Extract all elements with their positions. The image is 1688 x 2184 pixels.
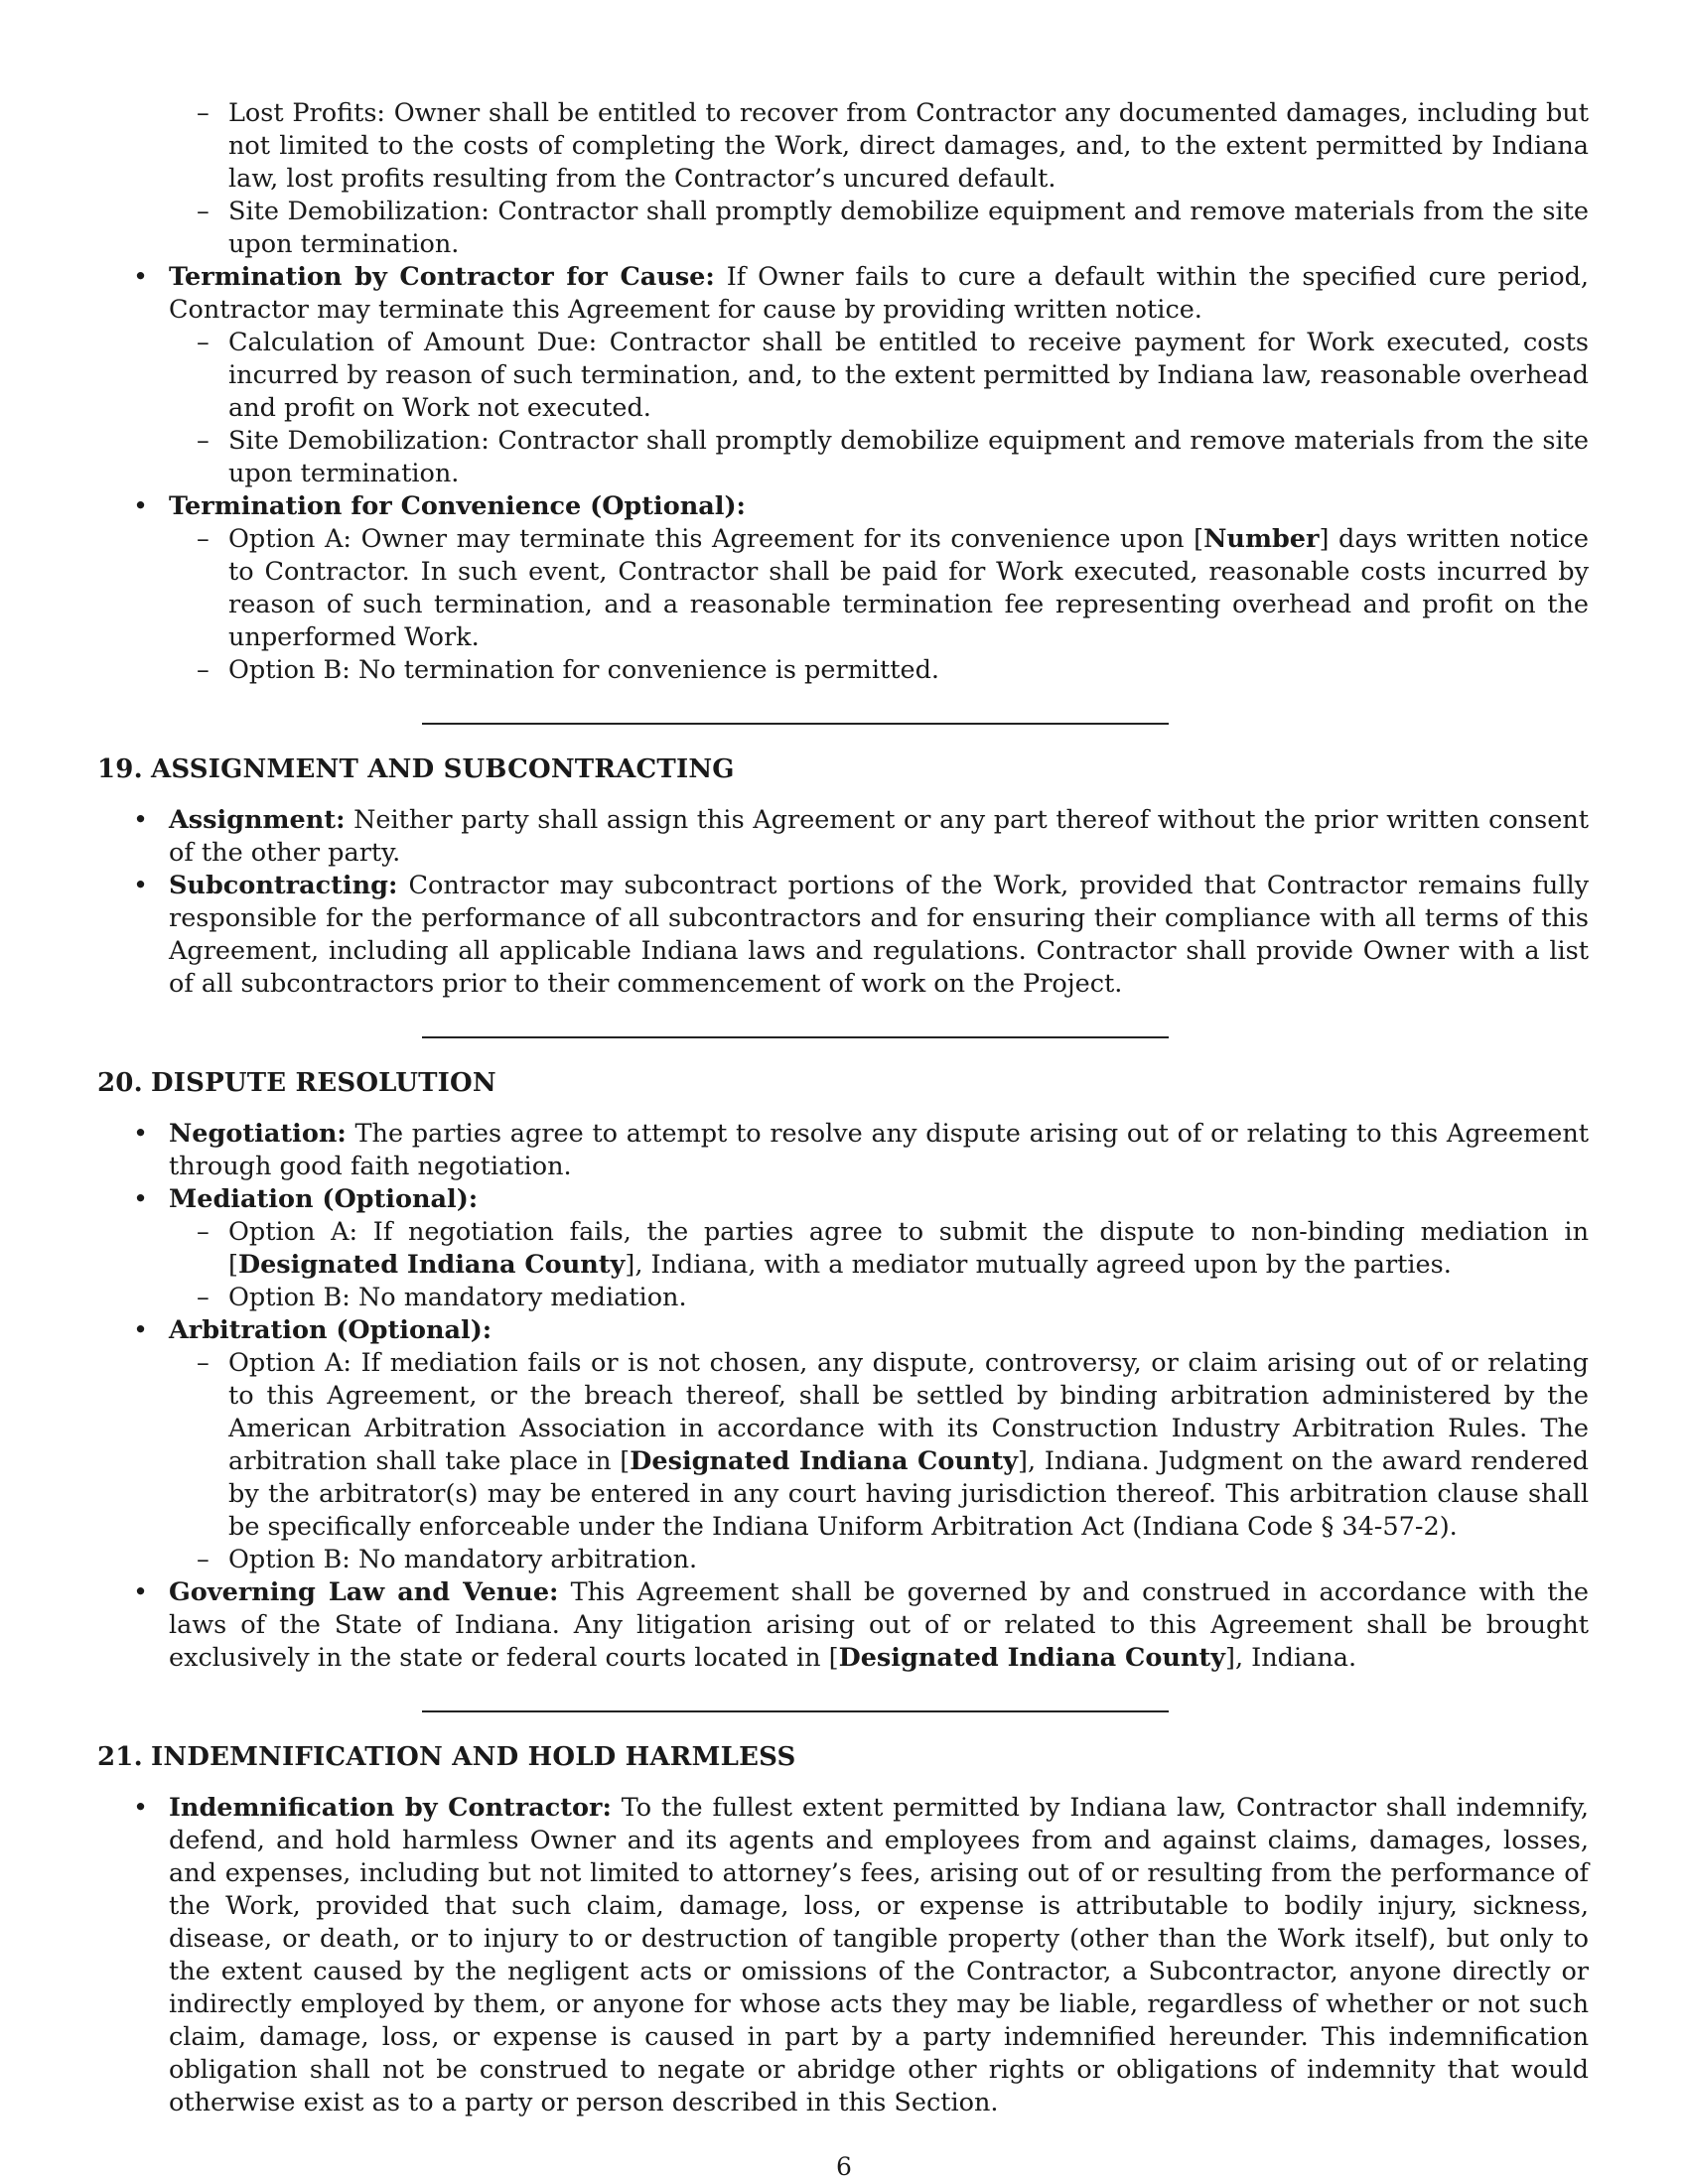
dash-bullet: –: [197, 1545, 210, 1574]
indemnification-text: To the fullest extent permitted by Indiana law, Contractor shall indemnify, defend, and hold harmless Owner and its agents and employees from and against claims, damages, losses, and expenses, including but not limited to attorney’s fees, arising out of or resulting from the performance of the Work, provided that such claim, damage, loss, or expense is attributable to bodily injury, sickness, disease, or death, or to injury to or destruction of tangible property (other than the Work itself), but only to the extent caused by the negligent acts or omissions of the Contractor, a Subcontractor, anyone directly or indirectly employed by them, or anyone for whose acts they may be liable, regardless of whether or not such claim, damage, loss, or expense is caused in part by a party indemnified hereunder. This indemnification obligation shall not be construed to negate or abridge other rights or obligations of indemnity that would otherwise exist as to a party or person described in this Section.: [169, 1793, 1589, 2117]
placeholder-number: Number: [1203, 524, 1320, 554]
bullet: •: [133, 1577, 149, 1607]
governing-law-text: This Agreement shall be governed by and construed in accordance with the laws of the State of Indiana. Any litigation arising out of or related to this Agreement shall be brought exclusively in the state or federal courts located in [: [169, 1577, 1589, 1673]
list-item: [97, 1282, 1589, 1314]
list-item: [97, 1314, 1589, 1576]
list-item: [97, 1576, 1589, 1675]
mediation-options: [97, 1216, 1589, 1314]
dash-bullet: –: [197, 1283, 210, 1312]
mediation-option-a: Option A: If negotiation fails, the parties agree to submit the dispute to non-binding mediation in [: [228, 1217, 1589, 1280]
list-item: [97, 327, 1589, 425]
dash-bullet: –: [197, 328, 210, 357]
dash-bullet: –: [197, 524, 210, 554]
section-number: 20.: [97, 1068, 143, 1098]
bullet: •: [133, 805, 149, 835]
list-item: [97, 654, 1589, 687]
arbitration-options: [97, 1347, 1589, 1576]
section-divider: [422, 723, 1169, 725]
mediation-option-b: Option B: No mandatory mediation.: [228, 1283, 687, 1312]
section-number: 19.: [97, 754, 143, 784]
dash-bullet: –: [197, 197, 210, 226]
termination-list: [97, 261, 1589, 687]
section-heading-20: [97, 1066, 1589, 1100]
page-content: [97, 97, 1589, 2119]
governing-law-text-cont: ], Indiana.: [1225, 1643, 1357, 1673]
arbitration-option-b: Option B: No mandatory arbitration.: [228, 1545, 698, 1574]
bullet: •: [133, 1119, 149, 1149]
site-demobilization-text: Site Demobilization: Contractor shall promptly demobilize equipment and remove materials from the site upon termination.: [228, 197, 1589, 259]
list-item: [97, 1792, 1589, 2119]
arbitration-option-a: Option A: If mediation fails or is not chosen, any dispute, controversy, or claim arising out of or relating to this Agreement, or the breach thereof, shall be settled by binding arbitration administered by the American Arbitration Association in accordance with its Construction Industry Arbitration Rules. The arbitration shall take place in [: [228, 1348, 1589, 1476]
section-divider: [422, 1036, 1169, 1038]
list-item: [97, 1183, 1589, 1314]
section-19-list: [97, 804, 1589, 1001]
placeholder-county: Designated Indiana County: [630, 1446, 1019, 1476]
bullet: •: [133, 1184, 149, 1214]
dash-bullet: –: [197, 655, 210, 685]
assignment-label: Assignment:: [169, 805, 346, 835]
list-item: [97, 1347, 1589, 1544]
term-contractor-subitems: [97, 327, 1589, 490]
placeholder-county: Designated Indiana County: [237, 1250, 626, 1280]
section-heading-19: [97, 752, 1589, 786]
section-number: 21.: [97, 1742, 143, 1772]
arbitration-option-a-cont: ], Indiana. Judgment on the award rendered by the arbitrator(s) may be entered in any court having jurisdiction thereof. This arbitration clause shall be specifically enforceable under the Indiana Uniform Arbitration Act (Indiana Code § 34-57-2).: [228, 1446, 1589, 1542]
bullet: •: [133, 871, 149, 900]
calculation-amount-text: Calculation of Amount Due: Contractor shall be entitled to receive payment for Work executed, costs incurred by reason of such termination, and, to the extent permitted by Indiana law, reasonable overhead and profit on Work not executed.: [228, 328, 1589, 423]
bullet: •: [133, 1793, 149, 1823]
section-heading-21: [97, 1740, 1589, 1774]
list-item: [97, 425, 1589, 490]
list-item: [97, 261, 1589, 490]
section-21-list: [97, 1792, 1589, 2119]
option-a-text-cont: ] days written notice to Contractor. In such event, Contractor shall be paid for Work executed, reasonable costs incurred by reason of such termination, and a reasonable termination fee representing overhead and profit on the unperformed Work.: [228, 524, 1589, 652]
section-20-list: [97, 1118, 1589, 1675]
term-convenience-subitems: [97, 523, 1589, 687]
list-item: [97, 804, 1589, 870]
bullet: •: [133, 262, 149, 292]
dash-bullet: –: [197, 1217, 210, 1247]
subcontracting-label: Subcontracting:: [169, 871, 398, 900]
section-divider: [422, 1710, 1169, 1712]
list-item: [97, 490, 1589, 687]
negotiation-label: Negotiation:: [169, 1119, 347, 1149]
section-title: DISPUTE RESOLUTION: [151, 1068, 496, 1098]
subcontracting-text: Contractor may subcontract portions of the Work, provided that Contractor remains fully responsible for the performance of all subcontractors and for ensuring their compliance with all terms of this Agreement, including all applicable Indiana laws and regulations. Contractor shall provide Owner with a list of all subcontractors prior to their commencement of work on the Project.: [169, 871, 1589, 999]
placeholder-county: Designated Indiana County: [838, 1643, 1226, 1673]
assignment-text: Neither party shall assign this Agreement or any part thereof without the prior written consent of the other party.: [169, 805, 1589, 868]
bullet: •: [133, 491, 149, 521]
lost-profits-text: Lost Profits: Owner shall be entitled to recover from Contractor any documented damages, including but not limited to the costs of completing the Work, direct damages, and, to the extent permitted by Indiana law, lost profits resulting from the Contractor’s uncured default.: [228, 98, 1589, 194]
list-item: [97, 870, 1589, 1001]
bullet: •: [133, 1315, 149, 1345]
list-item: [97, 97, 1589, 196]
mediation-label: Mediation (Optional):: [169, 1184, 479, 1214]
list-item: [97, 1118, 1589, 1183]
list-item: [97, 1544, 1589, 1576]
section-title: INDEMNIFICATION AND HOLD HARMLESS: [151, 1742, 796, 1772]
governing-law-label: Governing Law and Venue:: [169, 1577, 559, 1607]
list-item: [97, 196, 1589, 261]
indemnification-label: Indemnification by Contractor:: [169, 1793, 612, 1823]
dash-bullet: –: [197, 98, 210, 128]
page-number: 6: [836, 2152, 852, 2181]
term-contractor-label: Termination by Contractor for Cause:: [169, 262, 715, 292]
term-convenience-label: Termination for Convenience (Optional):: [169, 491, 746, 521]
term-contractor-text: If Owner fails to cure a default within the specified cure period, Contractor may terminate this Agreement for cause by providing written notice.: [169, 262, 1589, 325]
list-item: [97, 1216, 1589, 1282]
dash-bullet: –: [197, 426, 210, 456]
dash-bullet: –: [197, 1348, 210, 1378]
section-title: ASSIGNMENT AND SUBCONTRACTING: [151, 754, 735, 784]
option-a-text: Option A: Owner may terminate this Agreement for its convenience upon [: [228, 524, 1204, 554]
mediation-option-a-cont: ], Indiana, with a mediator mutually agreed upon by the parties.: [625, 1250, 1452, 1280]
list-item: [97, 523, 1589, 654]
negotiation-text: The parties agree to attempt to resolve any dispute arising out of or relating to this Agreement through good faith negotiation.: [169, 1119, 1589, 1181]
termination-owner-subitems: [97, 97, 1589, 261]
arbitration-label: Arbitration (Optional):: [169, 1315, 492, 1345]
option-b-text: Option B: No termination for convenience is permitted.: [228, 655, 940, 685]
site-demobilization-text: Site Demobilization: Contractor shall promptly demobilize equipment and remove materials from the site upon termination.: [228, 426, 1589, 488]
